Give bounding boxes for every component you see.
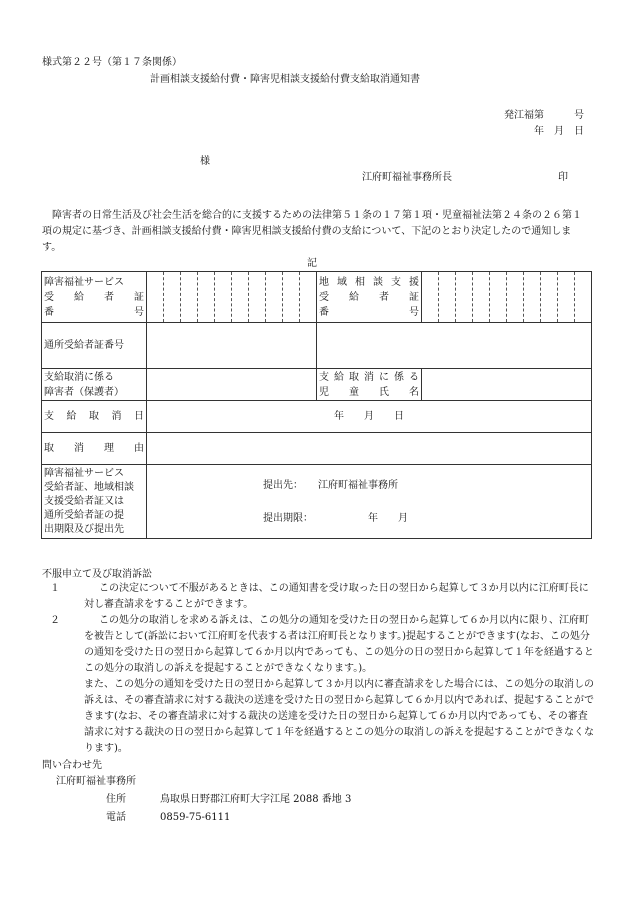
ki-marker: 記 (307, 258, 317, 269)
facility-cert-label: 通所受給者証番号 (42, 323, 147, 369)
appeal-item-1 (42, 581, 594, 613)
cancel-date-value[interactable]: 年 月 日 (147, 401, 592, 433)
appeal-item-text: この処分の取消しを求める訴えは、この処分の通知を受けた日の翌日から起算して６か月以内に限り、江府町を被告として(訴訟において江府町を代表する者は江府町長となります。)提起することができます(なお、この処分の通知を受けた日の翌日から起算して６か月以内であっても、この処分の日の翌日から起算して１年を経過するとこの処分の取消しの訴えを提起することができなくなります。)。 (84, 615, 594, 674)
form-number: 様式第２２号（第１７条関係） (42, 57, 182, 68)
table-row (42, 272, 592, 323)
reason-value[interactable] (147, 433, 592, 465)
submit-to: 提出先： 江府町福祉事務所 (263, 479, 398, 491)
person-name-value[interactable] (147, 369, 317, 401)
issue-date: 年 月 日 (534, 126, 584, 137)
issue-number: 発江福第 号 (504, 110, 584, 121)
address-value: 鳥取県日野郡江府町大字江尾 2088 番地 3 (160, 794, 352, 805)
regional-digit-box[interactable] (473, 272, 490, 323)
address-label: 住所 (106, 794, 126, 805)
contact-heading: 問い合わせ先 (42, 760, 102, 771)
recipient-suffix: 様 (200, 156, 210, 167)
cert-number-label: 障害福祉サービス 受 給 者 証 番 号 (42, 272, 147, 323)
document-title: 計画相談支援給付費・障害児相談支援給付費支給取消通知書 (150, 74, 420, 85)
regional-digit-box[interactable] (507, 272, 524, 323)
appeal-item-text: この決定について不服があるときは、この通知書を受け取った日の翌日から起算して３か月以内に江府町長に対し審査請求をすることができます。 (84, 583, 589, 610)
regional-digit-box[interactable] (490, 272, 507, 323)
table-row (42, 401, 592, 433)
tel-label: 電話 (106, 812, 126, 823)
cert-digit-box[interactable] (198, 272, 215, 323)
child-name-value[interactable] (422, 369, 592, 401)
submit-deadline[interactable]: 提出期限： 年 月 (263, 512, 408, 524)
intro-paragraph: 障害者の日常生活及び社会生活を総合的に支援するための法律第５１条の１７第１項・児童福祉法第２４条の２６第１項の規定に基づき、計画相談支援給付費・障害児相談支援給付費の支給について、下記のとおり決定したので通知します。 (42, 210, 582, 253)
cert-digit-box[interactable] (147, 272, 164, 323)
table-row (42, 433, 592, 465)
regional-digit-box[interactable] (541, 272, 558, 323)
cancellation-table (41, 271, 592, 539)
tel-value: 0859-75-6111 (160, 812, 231, 823)
person-label: 支給取消に係る 障害者（保護者） (42, 369, 147, 401)
cancel-date-label: 支 給 取 消 日 (42, 401, 147, 433)
cert-digit-box[interactable] (181, 272, 198, 323)
appeal-item-number: ２ (50, 615, 60, 626)
regional-digit-box[interactable] (439, 272, 456, 323)
seal-mark: 印 (558, 172, 568, 183)
facility-cert-value[interactable] (147, 323, 317, 369)
blank-cell (317, 323, 592, 369)
regional-digit-box[interactable] (456, 272, 473, 323)
cert-digit-box[interactable] (249, 272, 266, 323)
appeal-item-2 (42, 613, 594, 757)
regional-cert-label: 地 域 相 談 支 援 受 給 者 証 番 号 (317, 272, 422, 323)
regional-digit-box[interactable] (524, 272, 541, 323)
cert-digit-box[interactable] (300, 272, 317, 323)
table-row (42, 323, 592, 369)
cert-digit-box[interactable] (266, 272, 283, 323)
cert-digit-box[interactable] (232, 272, 249, 323)
sender-name: 江府町福祉事務所長 (362, 172, 452, 183)
submission-label: 障害福祉サービス 受給者証、地域相談 支援受給者証又は 通所受給者証の提 出期限及び提出先 (42, 465, 147, 539)
regional-digit-box[interactable] (575, 272, 592, 323)
table-row (42, 465, 592, 539)
appeal-item-number: １ (50, 583, 60, 594)
cert-digit-box[interactable] (215, 272, 232, 323)
appeal-item-text-cont: また、この処分の通知を受けた日の翌日から起算して３か月以内に審査請求をした場合には、この処分の取消しの訴えは、その審査請求に対する裁決の送達を受けた日の翌日から起算して６か月以内であれば、提起することができます(なお、その審査請求に対する裁決の送達を受けた日の翌日から起算して６か月以内であっても、その審査請求に対する裁決の日の翌日から起算して１年を経過するとこの処分の取消しの訴えを提起することができなくなります)。 (84, 679, 594, 754)
cert-digit-box[interactable] (283, 272, 300, 323)
cert-digit-box[interactable] (164, 272, 181, 323)
appeal-heading: 不服申立て及び取消訴訟 (42, 569, 152, 580)
reason-label: 取 消 理 由 (42, 433, 147, 465)
contact-office: 江府町福祉事務所 (56, 776, 136, 787)
table-row (42, 369, 592, 401)
submission-info (147, 465, 592, 539)
regional-digit-box[interactable] (422, 272, 439, 323)
regional-digit-box[interactable] (558, 272, 575, 323)
child-label: 支給取消に係る 児 童 氏 名 (317, 369, 422, 401)
